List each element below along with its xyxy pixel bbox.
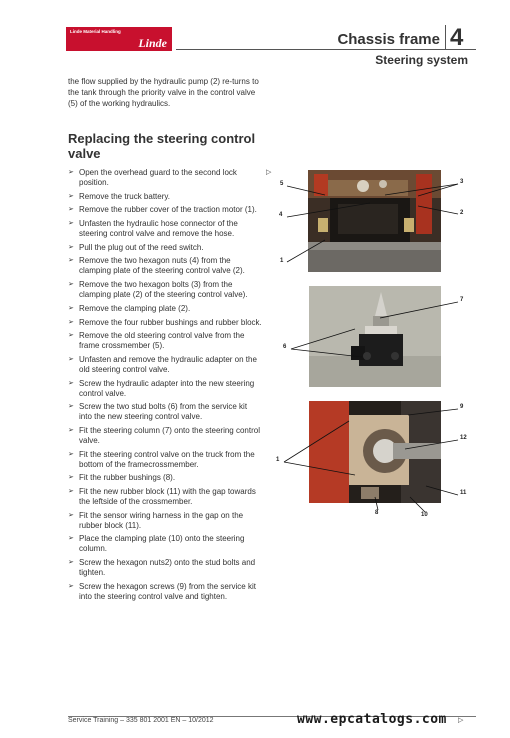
arrow-bullet-icon: ➢ bbox=[68, 511, 74, 519]
arrow-bullet-icon: ➢ bbox=[68, 318, 74, 326]
arrow-bullet-icon: ➢ bbox=[68, 474, 74, 482]
procedure-heading: Replacing the steering control valve bbox=[68, 131, 256, 161]
procedure-step-text: Screw the hydraulic adapter into the new steering control valve. bbox=[79, 378, 255, 398]
figure-marker-icon: ▷ bbox=[266, 169, 272, 176]
arrow-bullet-icon: ➢ bbox=[68, 426, 74, 434]
callout-label: 5 bbox=[280, 181, 284, 187]
arrow-bullet-icon: ➢ bbox=[68, 304, 74, 312]
callout-label: 12 bbox=[460, 435, 467, 441]
arrow-bullet-icon: ➢ bbox=[68, 257, 74, 265]
procedure-step-text: Remove the two hexagon bolts (3) from the clamping plate (2) of the steering control valve). bbox=[79, 280, 248, 300]
callout-label: 2 bbox=[460, 210, 464, 216]
chapter-title: Chassis frame bbox=[337, 31, 440, 48]
arrow-bullet-icon: ➢ bbox=[68, 559, 74, 567]
procedure-step-text: Remove the clamping plate (2). bbox=[79, 303, 191, 313]
procedure-step-text: Place the clamping plate (10) onto the steering column. bbox=[79, 534, 245, 554]
arrow-bullet-icon: ➢ bbox=[68, 355, 74, 363]
arrow-bullet-icon: ➢ bbox=[68, 403, 74, 411]
callout-label: 10 bbox=[421, 512, 428, 518]
procedure-step-text: Unfasten and remove the hydraulic adapter on the old steering control valve. bbox=[79, 354, 257, 374]
arrow-bullet-icon: ➢ bbox=[68, 206, 74, 214]
footer-text: Service Training – 335 801 2001 EN – 10/2012 bbox=[68, 717, 214, 724]
callout-label: 8 bbox=[375, 510, 379, 516]
chapter-number: 4 bbox=[450, 24, 464, 51]
logo-subtitle: Linde Material Handling bbox=[70, 29, 121, 34]
arrow-bullet-icon: ➢ bbox=[68, 169, 74, 176]
callout-label: 7 bbox=[460, 297, 464, 303]
arrow-bullet-icon: ➢ bbox=[68, 488, 74, 495]
arrow-bullet-icon: ➢ bbox=[68, 192, 74, 200]
arrow-bullet-icon: ➢ bbox=[68, 582, 74, 590]
watermark-url: www.epcatalogs.com bbox=[297, 712, 447, 727]
arrow-bullet-icon: ➢ bbox=[68, 332, 74, 340]
procedure-step-text: Pull the plug out of the reed switch. bbox=[79, 242, 204, 252]
callout-label: 1 bbox=[276, 457, 280, 463]
arrow-bullet-icon: ➢ bbox=[68, 379, 74, 387]
procedure-step-text: Remove the rubber cover of the traction motor (1). bbox=[79, 205, 257, 215]
procedure-step-text: Open the overhead guard to the second lock position. bbox=[79, 168, 237, 187]
procedure-step-text: Remove the four rubber bushings and rubber block. bbox=[79, 317, 262, 327]
arrow-bullet-icon: ➢ bbox=[68, 243, 74, 251]
procedure-step-text: Remove the truck battery. bbox=[79, 191, 170, 201]
procedure-step-text: Remove the old steering control valve from the frame crossmember (5). bbox=[79, 331, 245, 351]
procedure-step-text: Unfasten the hydraulic hose connector of the steering control valve and remove the hose. bbox=[79, 219, 238, 239]
procedure-step-text: Fit the new rubber block (11) with the gap towards the leftside of the crossmember. bbox=[79, 487, 256, 506]
procedure-step-text: Fit the rubber bushings (8). bbox=[79, 473, 176, 483]
callout-label: 6 bbox=[283, 344, 287, 350]
arrow-bullet-icon: ➢ bbox=[68, 220, 74, 228]
procedure-step-text: Remove the two hexagon nuts (4) from the clamping plate of the steering control valve (2). bbox=[79, 256, 245, 276]
procedure-step-text: Screw the hexagon screws (9) from the service kit into the steering control valve and tighten. bbox=[79, 581, 256, 601]
callout-label: 4 bbox=[279, 212, 283, 218]
procedure-step-text: Fit the sensor wiring harness in the gap on the rubber block (11). bbox=[79, 510, 244, 530]
intro-paragraph: the flow supplied by the hydraulic pump (2) re-turns to the tank through the priority valve in the control valve (5) of the working hydraulics. bbox=[68, 77, 259, 108]
procedure-step-text: Fit the steering column (7) onto the steering control valve. bbox=[79, 425, 260, 445]
next-page-icon: ▷ bbox=[458, 717, 464, 724]
callout-label: 3 bbox=[460, 179, 464, 185]
arrow-bullet-icon: ➢ bbox=[68, 281, 74, 289]
logo-brand: Linde bbox=[138, 36, 167, 50]
section-title: Steering system bbox=[375, 53, 468, 67]
procedure-step-text: Screw the two stud bolts (6) from the service kit into the new steering control valve. bbox=[79, 402, 248, 422]
arrow-bullet-icon: ➢ bbox=[68, 450, 74, 458]
callout-label: 1 bbox=[280, 258, 284, 264]
procedure-step-text: Fit the steering control valve on the truck from the bottom of the framecrossmember. bbox=[79, 449, 255, 469]
procedure-step-text: Screw the hexagon nuts2) onto the stud bolts and tighten. bbox=[79, 558, 256, 578]
arrow-bullet-icon: ➢ bbox=[68, 535, 74, 543]
callout-label: 11 bbox=[460, 490, 467, 496]
callout-label: 9 bbox=[460, 404, 464, 410]
